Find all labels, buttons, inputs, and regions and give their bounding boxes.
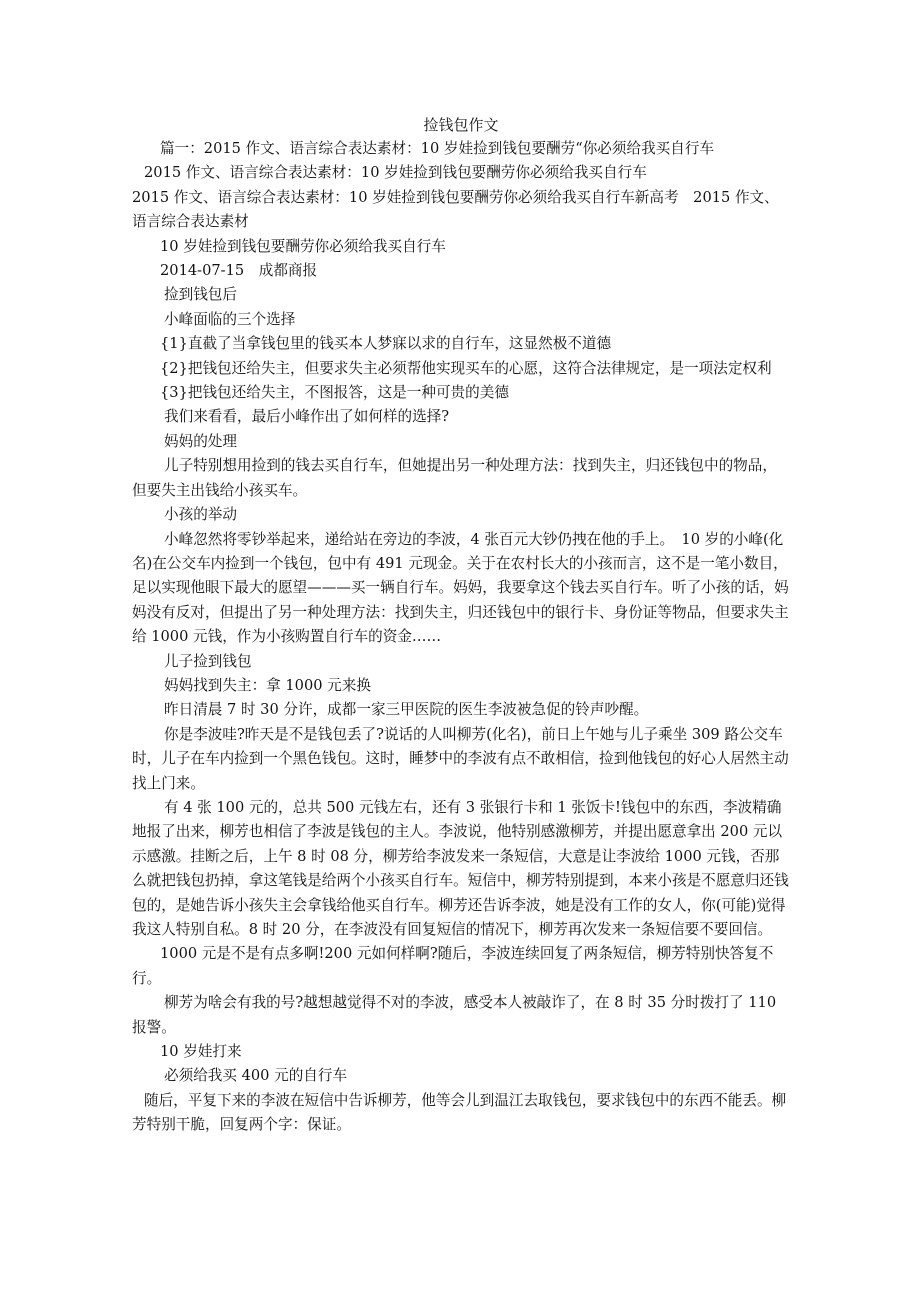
paragraph: 小孩的举动 — [164, 506, 237, 524]
paragraph: 1000 元是不是有点多啊!200 元如何样啊?随后，李波连续回复了两条短信，柳芳特别快答复不行。 — [132, 945, 774, 987]
paragraph: 儿子特别想用捡到的钱去买自行车，但她提出另一种处理方法：找到失主，归还钱包中的物品，但要失主出钱给小孩买车。 — [132, 457, 777, 499]
paragraph: 你是李波哇?昨天是不是钱包丢了?说话的人叫柳芳(化名)，前日上午她与儿子乘坐 309 路公交车时，儿子在车内捡到一个黑色钱包。这时，睡梦中的李波有点不敢相信，捡到他钱包的好心人居然主动找上门来。 — [132, 725, 789, 792]
document-body — [132, 137, 790, 1138]
paragraph: 有 4 张 100 元的，总共 500 元钱左右，还有 3 张银行卡和 1 张饭卡!钱包中的东西，李波精确地报了出来，柳芳也相信了李波是钱包的主人。李波说，他特别感激柳芳，并提出愿意拿出 200 元以示感激。挂断之后，上午 8 时 08 分，柳芳给李波发来一条短信，大意是让李波给 1000 元钱，否那么就把钱包扔掉，拿这笔钱是给两个小孩买自行车。短信中，柳芳特别提到，本来小孩是不愿意归还钱包的，是她告诉小孩失主会拿钱给他买自行车。柳芳还告诉李波，她是没有工作的女人，你(可能)觉得我这人特别自私。8 时 20 分，在李波没有回复短信的情况下，柳芳再次发来一条短信要不要回信。 — [132, 798, 789, 938]
paragraph: 儿子捡到钱包 — [164, 652, 252, 670]
paragraph: 小峰忽然将零钞举起来，递给站在旁边的李波，4 张百元大钞仍拽在他的手上。 10 岁的小峰(化名)在公交车内捡到一个钱包，包中有 491 元现金。关于在农村长大的小孩而言，这不是一笔小数目，足以实现他眼下最大的愿望———买一辆自行车。妈妈，我要拿这个钱去买自行车。听了小孩的话，妈妈没有反对，但提出了另一种处理方法：找到失主，归还钱包中的银行卡、身份证等物品，但要求失主给 1000 元钱，作为小孩购置自行车的资金…… — [132, 530, 789, 646]
paragraph: 2015 作文、语言综合表达素材：10 岁娃捡到钱包要酬劳你必须给我买自行车新高考 2015 作文、语言综合表达素材 — [132, 188, 779, 231]
paragraph: 捡到钱包后 — [164, 286, 237, 304]
paragraph: 小峰面临的三个选择 — [164, 310, 296, 328]
paragraph: 篇一：2015 作文、语言综合表达素材：10 岁娃捡到钱包要酬劳“你必须给我买自行车 — [160, 140, 715, 157]
paragraph: {1}直截了当拿钱包里的钱买本人梦寐以求的自行车，这显然极不道德 — [160, 335, 612, 353]
paragraph: {3}把钱包还给失主，不图报答，这是一种可贵的美德 — [160, 384, 509, 402]
paragraph: 10 岁娃打来 — [160, 1043, 242, 1061]
paragraph: 妈妈找到失主：拿 1000 元来换 — [164, 676, 371, 694]
paragraph: 柳芳为啥会有我的号?越想越觉得不对的李波，感受本人被敲诈了，在 8 时 35 分时拨打了 110 报警。 — [132, 994, 777, 1036]
paragraph: 随后，平复下来的李波在短信中告诉柳芳，他等会儿到温江去取钱包，要求钱包中的东西不能丢。柳芳特别干脆，回复两个字：保证。 — [132, 1091, 787, 1134]
paragraph: 10 岁娃捡到钱包要酬劳你必须给我买自行车 — [160, 237, 446, 255]
paragraph: 我们来看看，最后小峰作出了如何样的选择? — [164, 408, 450, 426]
paragraph: 妈妈的处理 — [164, 432, 237, 450]
paragraph: 必须给我买 400 元的自行车 — [164, 1067, 348, 1085]
paragraph: {2}把钱包还给失主，但要求失主必须帮他实现买车的心愿，这符合法律规定，是一项法定权利 — [160, 359, 772, 377]
paragraph: 2014-07-15 成都商报 — [160, 262, 318, 280]
document-title: 捡钱包作文 — [423, 116, 499, 134]
paragraph: 2015 作文、语言综合表达素材：10 岁娃捡到钱包要酬劳你必须给我买自行车 — [144, 164, 647, 182]
paragraph: 昨日清晨 7 时 30 分许，成都一家三甲医院的医生李波被急促的铃声吵醒。 — [164, 701, 649, 719]
